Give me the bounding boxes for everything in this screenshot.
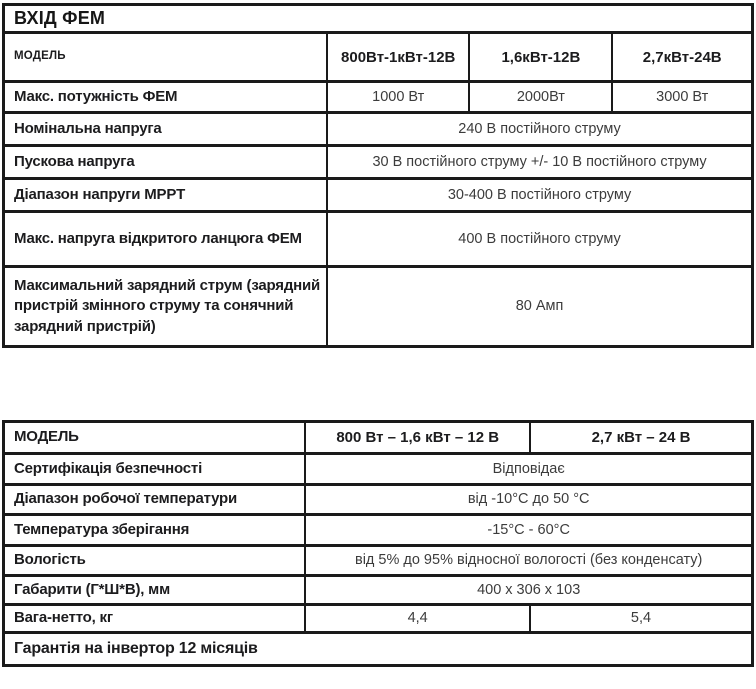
spec-value: Відповідає [305,454,752,485]
spec-label: Температура зберігання [4,515,306,546]
spec-label: Габарити (Г*Ш*В), мм [4,576,306,605]
table-row [4,33,753,82]
table-row [4,633,753,666]
spec-label: Номінальна напруга [4,113,328,146]
spec-value: 80 Амп [327,267,752,347]
model-header-label: МОДЕЛЬ [4,33,328,82]
spec-value: 400 В постійного струму [327,212,752,267]
spec-value: 4,4 [305,605,530,633]
model-column-header: 800Вт-1кВт-12В [327,33,469,82]
spec-value: -15°C - 60°C [305,515,752,546]
spec-value: 240 В постійного струму [327,113,752,146]
table-row [4,179,753,212]
table-row [4,546,753,576]
spec-value: 2000Вт [469,82,612,113]
spec-value: 400 x 306 x 103 [305,576,752,605]
spec-label: Діапазон робочої температури [4,485,306,515]
model-column-header: 1,6кВт-12В [469,33,612,82]
spec-value: 30 В постійного струму +/- 10 В постійного струму [327,146,752,179]
table-row [4,422,753,454]
spec-value: від -10°C до 50 °C [305,485,752,515]
table-row [4,485,753,515]
spec-label: Вологість [4,546,306,576]
warranty-note: Гарантія на інвертор 12 місяців [4,633,753,666]
spec-label: Пускова напруга [4,146,328,179]
spec-value: 3000 Вт [612,82,752,113]
pv-input-title: ВХІД ФЕМ [4,5,753,33]
table-row [4,576,753,605]
spec-label: Вага-нетто, кг [4,605,306,633]
spec-value: від 5% до 95% відносної вологості (без конденсату) [305,546,752,576]
model-header-label: МОДЕЛЬ [4,422,306,454]
table-row [4,515,753,546]
table-row [4,212,753,267]
spec-label: Макс. напруга відкритого ланцюга ФЕМ [4,212,328,267]
model-column-header: 2,7кВт-24В [612,33,752,82]
table-row [4,82,753,113]
table-row [4,454,753,485]
general-spec-table [2,420,754,667]
table-row [4,146,753,179]
spec-label: Максимальний зарядний струм (зарядний пристрій змінного струму та сонячний зарядний пристрій) [4,267,328,347]
spec-label: Сертифікація безпечності [4,454,306,485]
table-row [4,267,753,347]
table-row [4,605,753,633]
spec-value: 1000 Вт [327,82,469,113]
spec-value: 30-400 В постійного струму [327,179,752,212]
pv-input-table [2,3,754,348]
table-row [4,5,753,33]
spec-value: 5,4 [530,605,752,633]
model-column-header: 800 Вт – 1,6 кВт – 12 В [305,422,530,454]
spec-label: Макс. потужність ФЕМ [4,82,328,113]
spec-label: Діапазон напруги MPPT [4,179,328,212]
table-row [4,113,753,146]
model-column-header: 2,7 кВт – 24 В [530,422,752,454]
